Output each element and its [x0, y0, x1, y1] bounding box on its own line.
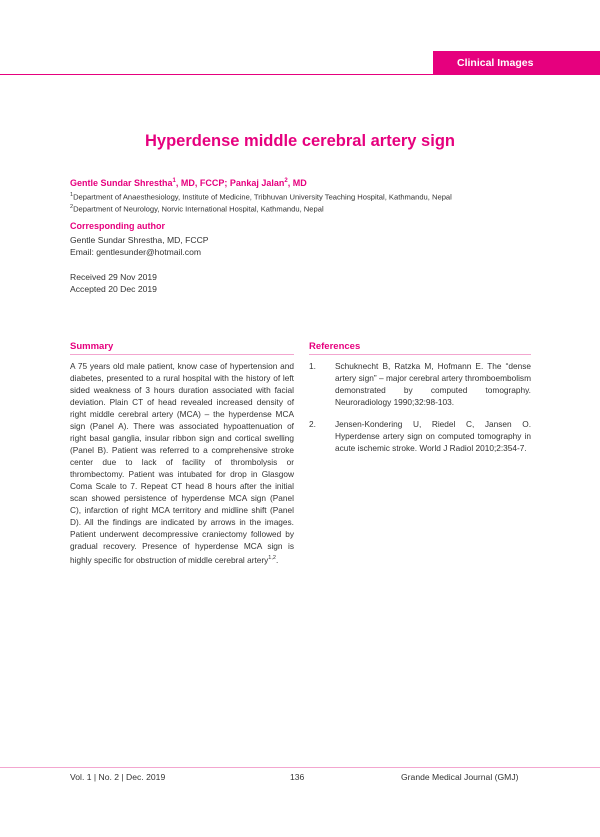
- reference-number: 1.: [309, 361, 316, 371]
- author-degrees: , MD: [287, 178, 307, 188]
- affiliation-2: [70, 204, 324, 214]
- page-number: 136: [290, 772, 305, 782]
- received-date: Received 29 Nov 2019: [70, 272, 157, 282]
- affiliation-text: Department of Neurology, Norvic International Hospital, Kathmandu, Nepal: [73, 204, 324, 214]
- affiliation-text: Department of Anaesthesiology, Institute of Medicine, Tribhuvan University Teaching Hospital, Kathmandu, Nepal: [73, 192, 452, 202]
- author-degrees: , MD, FCCP;: [175, 178, 230, 188]
- article-title: Hyperdense middle cerebral artery sign: [145, 132, 455, 150]
- reference-item: [309, 360, 531, 408]
- reference-list: [309, 360, 531, 464]
- footer-issue: Vol. 1 | No. 2 | Dec. 2019: [70, 772, 166, 782]
- reference-text: Jensen-Kondering U, Riedel C, Jansen O. Hyperdense artery sign on computed tomography in acute ischemic stroke. World J Radiol 2010;2:354-7.: [335, 419, 531, 453]
- corresponding-author-email: Email: gentlesunder@hotmail.com: [70, 247, 202, 257]
- header-rule: [0, 74, 600, 75]
- reference-text: Schuknecht B, Ratzka M, Hofmann E. The “dense artery sign” – major cerebral artery thromboembolism demonstrated by computed tomography. Neuroradiology 1990;32:98-103.: [335, 361, 531, 407]
- author-name: Gentle Sundar Shrestha: [70, 178, 173, 188]
- summary-citation: 1,2: [268, 555, 276, 561]
- affiliation-mark: 1: [70, 192, 74, 198]
- corresponding-author-heading: Corresponding author: [70, 221, 165, 231]
- summary-heading: Summary: [70, 341, 114, 352]
- corresponding-author-name: Gentle Sundar Shrestha, MD, FCCP: [70, 235, 209, 245]
- author-line: [70, 178, 307, 188]
- author-affiliation-mark: 1: [172, 178, 176, 184]
- accepted-date: Accepted 20 Dec 2019: [70, 284, 157, 294]
- references-heading-rule: [309, 354, 531, 355]
- reference-number: 2.: [309, 419, 316, 429]
- affiliation-mark: 2: [70, 204, 74, 210]
- author-affiliation-mark: 2: [284, 178, 288, 184]
- footer-journal: Grande Medical Journal (GMJ): [401, 772, 519, 782]
- summary-text: A 75 years old male patient, know case of hypertension and diabetes, presented to a rural hospital with the history of left sided weakness of 3 hours duration associated with facial deviation. Plain CT of head revealed increased density of right middle cerebral artery (MCA) – the hyperdense MCA sign (Panel A). There was associated hypoattenuation of right basal ganglia, insular ribbon sign and cortical swelling (Panel B). Patient was referred to a comprehensive stroke center due to lack of facility of thrombolysis or thrombectomy. Patient was intubated for drop in Glasgow Coma Scale to 7. Repeat CT head 8 hours after the initial scan showed persistence of hyperdense MCA sign (Panel C), infarction of right MCA territory and midline shift (Panel D). All the findings are indicated by arrows in the images. Patient underwent decompressive craniectomy followed by gradual recovery. Presence of hyperdense MCA sign is highly specific for obstruction of middle cerebral artery: [70, 361, 294, 565]
- references-heading: References: [309, 341, 361, 352]
- reference-item: [309, 418, 531, 454]
- summary-heading-rule: [70, 354, 294, 355]
- author-name: Pankaj Jalan: [229, 178, 285, 188]
- footer-rule: [0, 767, 600, 768]
- affiliation-1: [70, 192, 452, 202]
- summary-end-punctuation: .: [275, 554, 279, 565]
- section-label: Clinical Images: [433, 51, 600, 75]
- summary-body: [70, 360, 294, 566]
